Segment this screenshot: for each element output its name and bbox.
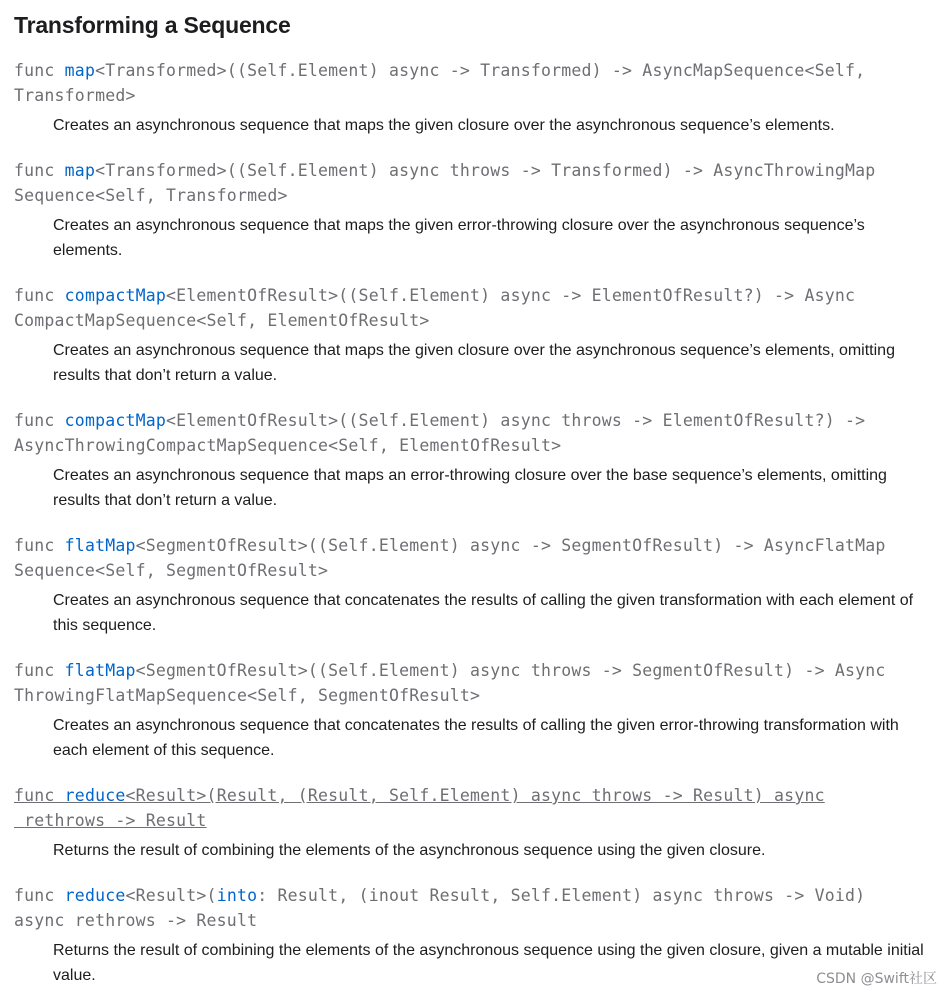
function-name: compactMap: [64, 411, 167, 430]
keyword: func: [14, 61, 65, 80]
symbol-entry: [14, 533, 934, 638]
signature-line-1: <Result>(Result, (Result, Self.Element) async throws -> Result) async: [125, 786, 825, 805]
keyword: func: [14, 286, 65, 305]
symbol-signature-link[interactable]: [14, 408, 934, 458]
signature-line-2: async rethrows -> Result: [14, 911, 258, 930]
signature-line-2: CompactMapSequence<Self, ElementOfResult>: [14, 311, 430, 330]
symbol-signature-link[interactable]: [14, 58, 934, 108]
function-name: reduce: [64, 886, 126, 905]
signature-line-1: <SegmentOfResult>((Self.Element) async throws -> SegmentOfResult) -> Async: [135, 661, 886, 680]
symbol-entry: [14, 408, 934, 513]
function-name: compactMap: [64, 286, 167, 305]
symbol-description: Creates an asynchronous sequence that concatenates the results of calling the given error-throwing transformation with each element of this sequence.: [53, 717, 899, 759]
signature-line-1: <ElementOfResult>((Self.Element) async -> ElementOfResult?) -> Async: [166, 286, 856, 305]
keyword: func: [14, 786, 65, 805]
keyword: func: [14, 536, 65, 555]
symbol-description: Creates an asynchronous sequence that maps the given closure over the asynchronous sequence’s elements, omitting results that don’t return a value.: [53, 342, 895, 384]
signature-line-1: <ElementOfResult>((Self.Element) async throws -> ElementOfResult?) ->: [166, 411, 866, 430]
symbol-entry: [14, 658, 934, 763]
function-name: flatMap: [64, 536, 136, 555]
signature-pre: <Result>(: [125, 886, 217, 905]
symbol-signature-link[interactable]: [14, 158, 934, 208]
symbol-description: Creates an asynchronous sequence that concatenates the results of calling the given transformation with each element of this sequence.: [53, 592, 914, 634]
symbol-description: Creates an asynchronous sequence that maps an error-throwing closure over the base sequence’s elements, omitting results that don’t return a value.: [53, 467, 887, 509]
function-name: flatMap: [64, 661, 136, 680]
symbol-entry: [14, 883, 934, 988]
signature-line-1: <Transformed>((Self.Element) async throws -> Transformed) -> AsyncThrowingMap: [95, 161, 876, 180]
function-name: reduce: [64, 786, 126, 805]
signature-line-2: AsyncThrowingCompactMapSequence<Self, ElementOfResult>: [14, 436, 562, 455]
signature-line-1: <Transformed>((Self.Element) async -> Transformed) -> AsyncMapSequence<Self,: [95, 61, 866, 80]
symbol-signature-link[interactable]: [14, 658, 934, 708]
function-name: map: [64, 61, 96, 80]
symbol-signature-link[interactable]: [14, 533, 934, 583]
symbol-description: Returns the result of combining the elements of the asynchronous sequence using the given closure, given a mutable initial value.: [53, 942, 924, 984]
section-title: Transforming a Sequence: [14, 12, 291, 38]
signature-line-2: Sequence<Self, SegmentOfResult>: [14, 561, 329, 580]
signature-line-1: <SegmentOfResult>((Self.Element) async -> SegmentOfResult) -> AsyncFlatMap: [135, 536, 886, 555]
keyword: func: [14, 886, 65, 905]
symbol-signature-link[interactable]: [14, 883, 934, 933]
symbol-entry: [14, 158, 934, 263]
keyword: func: [14, 411, 65, 430]
keyword: func: [14, 661, 65, 680]
keyword: func: [14, 161, 65, 180]
argument-label: into: [216, 886, 258, 905]
symbol-description: Creates an asynchronous sequence that maps the given error-throwing closure over the asynchronous sequence’s elements.: [53, 217, 865, 259]
signature-line-2: Sequence<Self, Transformed>: [14, 186, 288, 205]
symbol-description: Returns the result of combining the elements of the asynchronous sequence using the given closure.: [53, 842, 766, 859]
symbol-entry: [14, 783, 934, 863]
symbol-signature-link[interactable]: [14, 283, 934, 333]
signature-line-2: Transformed>: [14, 86, 136, 105]
function-name: map: [64, 161, 96, 180]
signature-line-2: rethrows -> Result: [14, 811, 207, 830]
symbol-description: Creates an asynchronous sequence that maps the given closure over the asynchronous sequence’s elements.: [53, 117, 835, 134]
signature-line-1: : Result, (inout Result, Self.Element) async throws -> Void): [257, 886, 866, 905]
symbol-signature-link[interactable]: [14, 783, 934, 833]
symbol-entry: [14, 283, 934, 388]
watermark: CSDN @Swift社区: [816, 971, 937, 987]
symbol-entry: [14, 58, 934, 138]
signature-line-2: ThrowingFlatMapSequence<Self, SegmentOfResult>: [14, 686, 481, 705]
